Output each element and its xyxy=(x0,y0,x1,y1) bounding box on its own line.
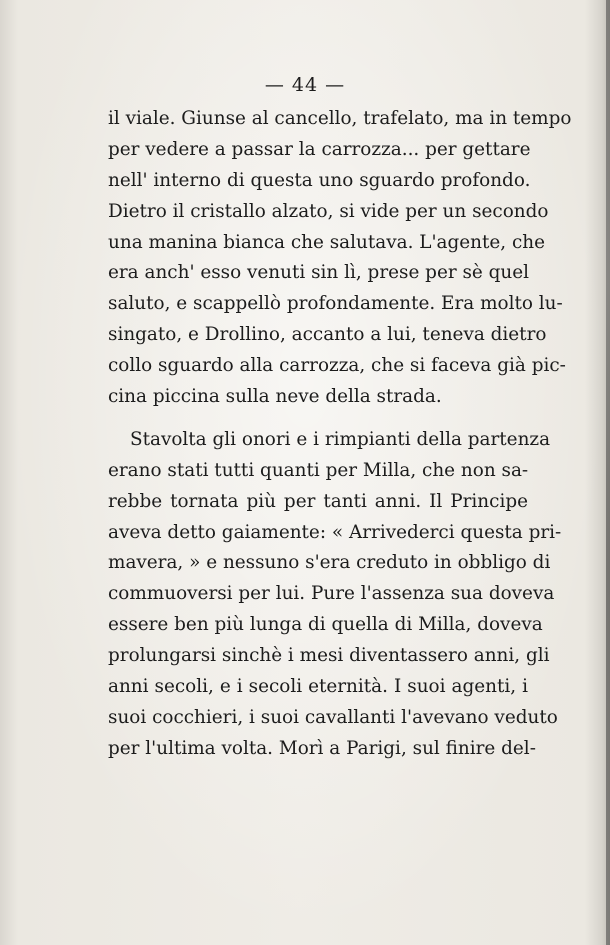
paragraph-2 xyxy=(108,425,562,765)
paragraph-gap xyxy=(108,413,528,425)
text-line: rebbe tornata più per tanti anni. Il Principe xyxy=(108,490,528,512)
text-line: per l'ultima volta. Morì a Parigi, sul finire del- xyxy=(108,737,536,759)
text-line: saluto, e scappellò profondamente. Era molto lu- xyxy=(108,293,563,315)
text-line: erano stati tutti quanti per Milla, che non sa- xyxy=(108,459,529,481)
text-line: prolungarsi sinchè i mesi diventassero anni, gli xyxy=(108,645,550,667)
text-line: essere ben più lunga di quella di Milla, doveva xyxy=(108,614,543,636)
text-line: suoi cocchieri, i suoi cavallanti l'avevano veduto xyxy=(108,706,558,728)
text-line: era anch' esso venuti sin lì, prese per sè quel xyxy=(108,262,530,284)
page-number: — 44 — xyxy=(264,74,346,96)
text-line: collo sguardo alla carrozza, che si faceva già pic- xyxy=(108,355,566,377)
body-text xyxy=(108,104,572,765)
paragraph-1 xyxy=(108,104,572,413)
text-line: Dietro il cristallo alzato, si vide per un secondo xyxy=(108,200,549,222)
text-line: una manina bianca che salutava. L'agente, che xyxy=(108,231,545,253)
text-line: commuoversi per lui. Pure l'assenza sua doveva xyxy=(108,583,555,605)
text-line: anni secoli, e i secoli eternità. I suoi agenti, i xyxy=(108,676,528,698)
text-line: per vedere a passar la carrozza... per gettare xyxy=(108,138,531,160)
text-line: singato, e Drollino, accanto a lui, teneva dietro xyxy=(108,324,547,346)
text-line: nell' interno di questa uno sguardo profondo. xyxy=(108,169,531,191)
text-line: aveva detto gaiamente: « Arrivederci questa pri- xyxy=(108,521,562,543)
text-line: mavera, » e nessuno s'era creduto in obbligo di xyxy=(108,552,551,574)
text-line: cina piccina sulla neve della strada. xyxy=(108,386,442,408)
text-line: Stavolta gli onori e i rimpianti della partenza xyxy=(130,428,551,450)
text-line: il viale. Giunse al cancello, trafelato, ma in tempo xyxy=(108,108,572,129)
